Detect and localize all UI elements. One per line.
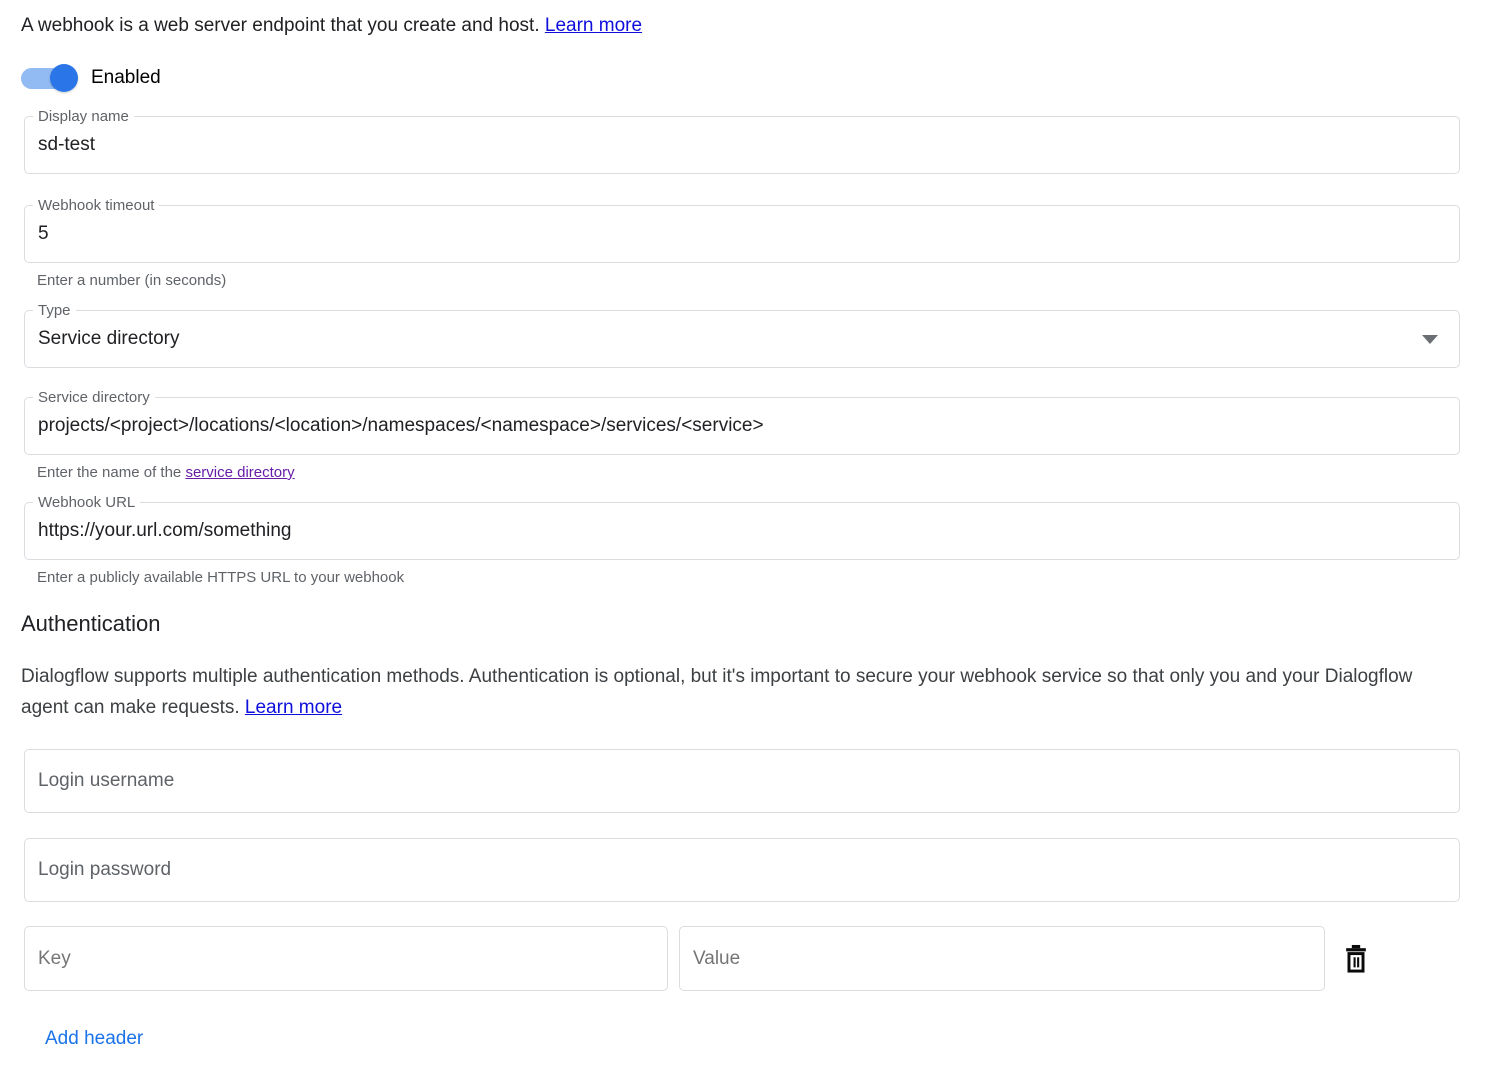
webhook-timeout-field[interactable]	[24, 197, 1460, 263]
webhook-url-label: Webhook URL	[33, 494, 140, 511]
enabled-toggle-label: Enabled	[91, 67, 161, 88]
display-name-label: Display name	[33, 108, 134, 125]
webhook-url-field[interactable]	[24, 494, 1460, 560]
type-select-value[interactable]: Service directory	[38, 328, 180, 349]
dropdown-arrow-icon	[1422, 335, 1438, 344]
webhook-learn-more-link[interactable]: Learn more	[544, 15, 643, 36]
service-directory-input[interactable]	[38, 415, 1439, 437]
login-username-input[interactable]	[38, 770, 1439, 792]
login-username-field[interactable]	[24, 749, 1460, 813]
login-password-field[interactable]	[24, 838, 1460, 902]
webhook-intro-sentence: A webhook is a web server endpoint that you create and host.	[21, 15, 540, 36]
delete-header-button[interactable]	[1339, 942, 1373, 976]
header-key-value-row	[24, 926, 1482, 991]
service-directory-label: Service directory	[33, 389, 155, 406]
header-key-field[interactable]	[24, 926, 668, 991]
add-header-button[interactable]: Add header	[45, 1028, 144, 1049]
header-key-input[interactable]	[38, 948, 647, 970]
webhook-timeout-input[interactable]	[38, 223, 1439, 245]
webhook-timeout-helper: Enter a number (in seconds)	[37, 272, 227, 289]
trash-icon	[1341, 943, 1371, 975]
authentication-description	[21, 661, 1453, 723]
authentication-learn-more-link[interactable]: Learn more	[244, 697, 343, 718]
display-name-field[interactable]	[24, 108, 1460, 174]
service-directory-field[interactable]	[24, 389, 1460, 455]
type-select-field[interactable]	[24, 302, 1460, 368]
header-value-input[interactable]	[693, 948, 1304, 970]
service-directory-helper-text: Enter the name of the	[37, 464, 186, 481]
service-directory-doc-link[interactable]: service directory	[185, 464, 295, 481]
display-name-input[interactable]	[38, 134, 1439, 156]
webhook-intro-text	[21, 14, 1482, 37]
webhook-timeout-label: Webhook timeout	[33, 197, 159, 214]
login-password-input[interactable]	[38, 859, 1439, 881]
authentication-heading: Authentication	[21, 611, 161, 636]
type-label: Type	[33, 302, 76, 319]
enabled-toggle[interactable]	[21, 64, 77, 92]
authentication-description-text: Dialogflow supports multiple authentication methods. Authentication is optional, but it's important to secure your webhook service so that only you and your Dialogflow agent can make requests.	[21, 666, 1413, 718]
webhook-url-input[interactable]	[38, 520, 1439, 542]
toggle-thumb	[50, 64, 78, 92]
service-directory-helper	[37, 464, 1482, 481]
header-value-field[interactable]	[679, 926, 1325, 991]
enabled-toggle-row	[21, 64, 1482, 92]
webhook-url-helper: Enter a publicly available HTTPS URL to your webhook	[37, 569, 405, 586]
